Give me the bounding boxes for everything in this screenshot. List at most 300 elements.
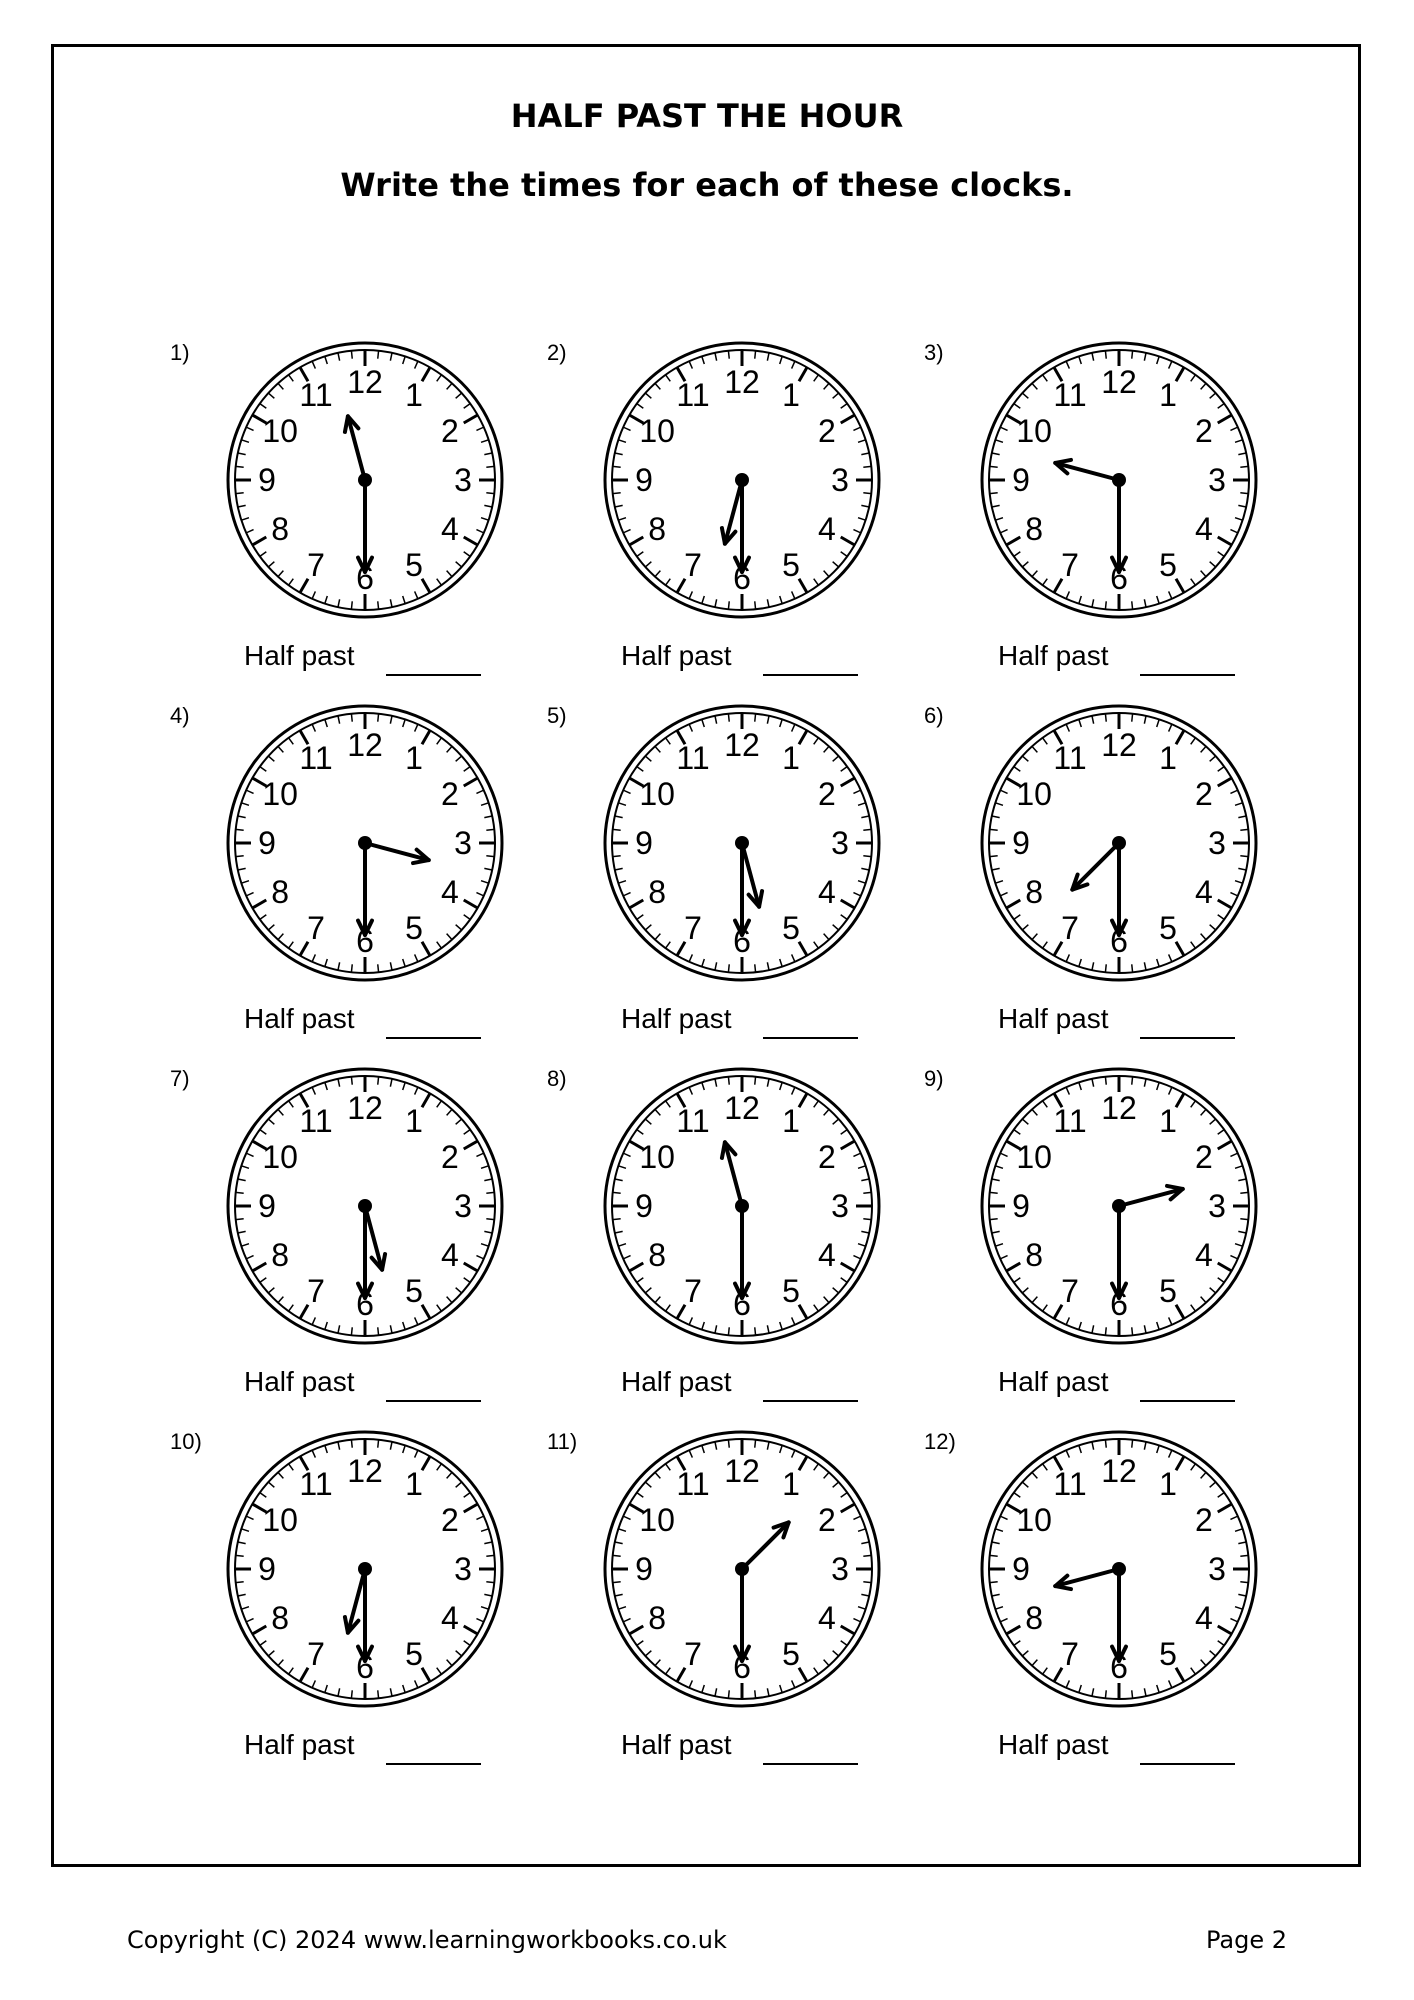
answer-prompt: Half past [998, 1366, 1109, 1397]
minute-tick [486, 829, 494, 830]
answer-blank[interactable] [1140, 1400, 1235, 1402]
minute-tick [863, 493, 871, 494]
minute-tick [486, 466, 494, 467]
minute-tick [755, 1327, 756, 1335]
question-number: 5) [547, 703, 567, 728]
clock-numeral: 11 [676, 377, 710, 414]
minute-tick [1240, 829, 1248, 830]
clock-numeral: 10 [262, 413, 298, 449]
clock-numeral: 10 [639, 1139, 675, 1175]
clock-numeral: 11 [299, 1103, 333, 1140]
clock-numeral: 4 [440, 874, 459, 910]
clock-numeral: 4 [817, 511, 836, 547]
clock-numeral: 4 [440, 1237, 459, 1273]
minute-tick [236, 1192, 244, 1193]
footer-copyright: Copyright (C) 2024 www.learningworkbooks.co.uk [127, 1926, 727, 1954]
clock-numeral: 2 [1194, 776, 1213, 812]
minute-tick [990, 466, 998, 467]
minute-tick [1105, 964, 1106, 972]
clock-numeral: 6 [1110, 1649, 1128, 1685]
minute-tick [728, 714, 729, 722]
minute-tick [613, 829, 621, 830]
answer-blank[interactable] [386, 674, 481, 676]
clock-numeral: 2 [1194, 413, 1213, 449]
clock-numeral: 10 [639, 776, 675, 812]
minute-tick [1105, 1690, 1106, 1698]
minute-tick [863, 466, 871, 467]
minute-tick [1132, 1440, 1133, 1448]
minute-tick [1132, 601, 1133, 609]
analog-clock-face [979, 1066, 1259, 1346]
clock-numeral: 2 [1194, 1502, 1213, 1538]
answer-blank[interactable] [763, 674, 858, 676]
clock-numeral: 12 [1101, 727, 1137, 763]
minute-tick [728, 351, 729, 359]
clock-numeral: 3 [831, 1551, 849, 1587]
minute-tick [351, 714, 352, 722]
question-number: 8) [547, 1066, 567, 1091]
minute-tick [1105, 1440, 1106, 1448]
minute-tick [1240, 856, 1248, 857]
clock-numeral: 1 [1159, 740, 1177, 777]
question-number: 3) [924, 340, 944, 365]
minute-tick [1240, 1555, 1248, 1556]
answer-blank[interactable] [1140, 674, 1235, 676]
clock-center-pin [735, 1562, 749, 1576]
answer-blank[interactable] [386, 1763, 481, 1765]
clock-item [170, 1429, 540, 1789]
clock-center-pin [358, 473, 372, 487]
clock-numeral: 1 [405, 1466, 423, 1503]
clock-numeral: 7 [307, 1635, 325, 1672]
clock-item [170, 1066, 540, 1426]
minute-tick [236, 466, 244, 467]
minute-tick [863, 1219, 871, 1220]
clock-numeral: 5 [1159, 1635, 1177, 1672]
minute-tick [486, 1192, 494, 1193]
clock-numeral: 1 [405, 1103, 423, 1140]
clock-numeral: 12 [347, 1453, 383, 1489]
clock-center-pin [358, 836, 372, 850]
clock-numeral: 3 [454, 462, 472, 498]
minute-tick [863, 1582, 871, 1583]
clock-numeral: 10 [262, 776, 298, 812]
minute-tick [755, 601, 756, 609]
clock-center-pin [358, 1199, 372, 1213]
clock-numeral: 10 [639, 1502, 675, 1538]
minute-tick [1105, 1327, 1106, 1335]
minute-tick [1240, 466, 1248, 467]
clock-item [170, 703, 540, 1063]
clock-numeral: 10 [1016, 413, 1052, 449]
answer-blank[interactable] [763, 1763, 858, 1765]
clock-numeral: 6 [1110, 923, 1128, 959]
clock-numeral: 7 [684, 546, 702, 583]
worksheet-instruction: Write the times for each of these clocks. [340, 166, 1074, 204]
minute-tick [236, 1582, 244, 1583]
answer-prompt: Half past [244, 640, 355, 671]
minute-tick [990, 1219, 998, 1220]
clock-center-pin [1112, 473, 1126, 487]
clock-numeral: 5 [405, 1272, 423, 1309]
clock-numeral: 6 [1110, 560, 1128, 596]
minute-tick [728, 1440, 729, 1448]
clock-numeral: 2 [1194, 1139, 1213, 1175]
minute-tick [378, 1327, 379, 1335]
answer-blank[interactable] [763, 1400, 858, 1402]
minute-tick [990, 493, 998, 494]
clock-numeral: 1 [782, 377, 800, 414]
clock-numeral: 3 [1208, 1188, 1226, 1224]
minute-tick [236, 829, 244, 830]
clock-numeral: 1 [405, 377, 423, 414]
minute-tick [863, 856, 871, 857]
minute-tick [755, 1077, 756, 1085]
clock-numeral: 2 [817, 1502, 836, 1538]
minute-tick [990, 1192, 998, 1193]
clock-numeral: 8 [271, 1600, 290, 1636]
minute-tick [378, 714, 379, 722]
clock-numeral: 7 [1061, 546, 1079, 583]
clock-numeral: 8 [648, 1237, 667, 1273]
minute-tick [990, 829, 998, 830]
answer-blank[interactable] [1140, 1763, 1235, 1765]
clock-numeral: 9 [635, 825, 653, 861]
clock-numeral: 2 [817, 413, 836, 449]
minute-tick [755, 1440, 756, 1448]
clock-numeral: 12 [347, 1090, 383, 1126]
clock-numeral: 12 [724, 1453, 760, 1489]
clock-numeral: 3 [831, 825, 849, 861]
question-number: 4) [170, 703, 190, 728]
clock-numeral: 10 [1016, 776, 1052, 812]
clock-numeral: 11 [1053, 740, 1087, 777]
clock-numeral: 9 [635, 1551, 653, 1587]
clock-numeral: 8 [1025, 874, 1044, 910]
clock-numeral: 4 [440, 511, 459, 547]
clock-numeral: 7 [1061, 1272, 1079, 1309]
clock-numeral: 1 [405, 740, 423, 777]
analog-clock-face [979, 340, 1259, 620]
clock-numeral: 3 [1208, 825, 1226, 861]
clock-item [547, 340, 917, 700]
clock-numeral: 2 [440, 776, 459, 812]
clock-numeral: 10 [1016, 1502, 1052, 1538]
minute-tick [1132, 714, 1133, 722]
analog-clock-face [602, 1066, 882, 1346]
clock-numeral: 8 [271, 1237, 290, 1273]
analog-clock-face [225, 340, 505, 620]
clock-numeral: 1 [1159, 1466, 1177, 1503]
clock-numeral: 8 [648, 511, 667, 547]
minute-tick [378, 1690, 379, 1698]
clock-numeral: 12 [1101, 1090, 1137, 1126]
analog-clock-face [602, 1429, 882, 1709]
clock-numeral: 12 [724, 1090, 760, 1126]
minute-tick [1132, 1327, 1133, 1335]
answer-prompt: Half past [621, 1366, 732, 1397]
clock-center-pin [358, 1562, 372, 1576]
minute-tick [486, 1555, 494, 1556]
clock-numeral: 11 [299, 1466, 333, 1503]
clock-numeral: 6 [356, 1286, 374, 1322]
clock-numeral: 11 [676, 740, 710, 777]
minute-tick [351, 1690, 352, 1698]
clock-numeral: 7 [1061, 909, 1079, 946]
question-number: 12) [924, 1429, 956, 1454]
clock-numeral: 4 [1194, 1237, 1213, 1273]
minute-tick [755, 964, 756, 972]
clock-center-pin [1112, 1562, 1126, 1576]
minute-tick [1240, 1192, 1248, 1193]
clock-numeral: 2 [817, 1139, 836, 1175]
clock-numeral: 8 [648, 874, 667, 910]
clock-item [170, 340, 540, 700]
minute-tick [486, 1219, 494, 1220]
clock-numeral: 5 [782, 909, 800, 946]
clock-numeral: 4 [1194, 511, 1213, 547]
minute-tick [613, 493, 621, 494]
clock-numeral: 9 [258, 462, 276, 498]
minute-tick [613, 856, 621, 857]
answer-prompt: Half past [621, 1729, 732, 1760]
minute-tick [728, 1690, 729, 1698]
clock-numeral: 3 [831, 1188, 849, 1224]
clock-numeral: 9 [635, 462, 653, 498]
clock-numeral: 6 [733, 1286, 751, 1322]
minute-tick [613, 466, 621, 467]
minute-tick [236, 1555, 244, 1556]
question-number: 1) [170, 340, 190, 365]
answer-blank[interactable] [1140, 1037, 1235, 1039]
clock-numeral: 2 [440, 1502, 459, 1538]
clock-numeral: 9 [1012, 462, 1030, 498]
footer-page-number: Page 2 [1206, 1926, 1287, 1954]
question-number: 7) [170, 1066, 190, 1091]
minute-tick [613, 1555, 621, 1556]
minute-tick [613, 1219, 621, 1220]
clock-numeral: 5 [1159, 1272, 1177, 1309]
minute-tick [236, 493, 244, 494]
answer-prompt: Half past [998, 1003, 1109, 1034]
clock-numeral: 4 [817, 874, 836, 910]
clock-item [924, 340, 1294, 700]
clock-numeral: 8 [648, 1600, 667, 1636]
clock-numeral: 4 [1194, 1600, 1213, 1636]
clock-center-pin [735, 473, 749, 487]
minute-tick [486, 1582, 494, 1583]
minute-tick [1132, 1077, 1133, 1085]
clock-numeral: 12 [724, 364, 760, 400]
minute-tick [863, 1192, 871, 1193]
answer-prompt: Half past [998, 640, 1109, 671]
minute-tick [728, 1327, 729, 1335]
clock-numeral: 5 [405, 1635, 423, 1672]
minute-tick [755, 351, 756, 359]
minute-tick [351, 1077, 352, 1085]
clock-numeral: 6 [733, 560, 751, 596]
clock-numeral: 7 [684, 1272, 702, 1309]
clock-item [924, 1066, 1294, 1426]
clock-numeral: 1 [782, 740, 800, 777]
clock-numeral: 9 [258, 1188, 276, 1224]
clock-numeral: 6 [733, 923, 751, 959]
minute-tick [1105, 1077, 1106, 1085]
answer-prompt: Half past [244, 1729, 355, 1760]
clock-numeral: 6 [1110, 1286, 1128, 1322]
minute-tick [378, 964, 379, 972]
analog-clock-face [225, 1429, 505, 1709]
clock-center-pin [1112, 1199, 1126, 1213]
clock-numeral: 7 [307, 546, 325, 583]
minute-tick [1132, 1690, 1133, 1698]
clock-numeral: 9 [1012, 825, 1030, 861]
minute-tick [486, 493, 494, 494]
clock-numeral: 6 [733, 1649, 751, 1685]
minute-tick [1240, 493, 1248, 494]
minute-tick [1240, 1582, 1248, 1583]
clock-numeral: 12 [724, 727, 760, 763]
minute-tick [863, 1555, 871, 1556]
minute-tick [486, 856, 494, 857]
analog-clock-face [979, 1429, 1259, 1709]
clock-numeral: 5 [405, 546, 423, 583]
clock-numeral: 8 [271, 874, 290, 910]
clock-numeral: 10 [262, 1139, 298, 1175]
answer-prompt: Half past [244, 1366, 355, 1397]
clock-numeral: 2 [440, 413, 459, 449]
question-number: 2) [547, 340, 567, 365]
clock-numeral: 9 [258, 825, 276, 861]
question-number: 6) [924, 703, 944, 728]
clock-numeral: 7 [684, 909, 702, 946]
clock-numeral: 9 [258, 1551, 276, 1587]
clock-numeral: 3 [454, 825, 472, 861]
clock-numeral: 6 [356, 560, 374, 596]
clock-item [924, 703, 1294, 1063]
clock-numeral: 7 [684, 1635, 702, 1672]
clock-numeral: 9 [1012, 1188, 1030, 1224]
answer-prompt: Half past [998, 1729, 1109, 1760]
clock-item [547, 703, 917, 1063]
clock-numeral: 3 [1208, 1551, 1226, 1587]
clock-numeral: 5 [782, 1272, 800, 1309]
minute-tick [1240, 1219, 1248, 1220]
clock-numeral: 3 [454, 1551, 472, 1587]
minute-tick [351, 351, 352, 359]
clock-item [547, 1066, 917, 1426]
minute-tick [990, 856, 998, 857]
minute-tick [351, 1440, 352, 1448]
clock-numeral: 9 [1012, 1551, 1030, 1587]
minute-tick [728, 1077, 729, 1085]
clock-numeral: 12 [1101, 364, 1137, 400]
worksheet-title: HALF PAST THE HOUR [510, 97, 904, 135]
clock-numeral: 1 [782, 1103, 800, 1140]
clock-numeral: 8 [1025, 1237, 1044, 1273]
clock-numeral: 5 [1159, 546, 1177, 583]
clock-numeral: 8 [271, 511, 290, 547]
clock-numeral: 1 [782, 1466, 800, 1503]
clock-numeral: 1 [1159, 1103, 1177, 1140]
clock-numeral: 11 [1053, 377, 1087, 414]
clock-item [547, 1429, 917, 1789]
minute-tick [1105, 601, 1106, 609]
clock-numeral: 5 [405, 909, 423, 946]
clock-center-pin [735, 1199, 749, 1213]
clock-numeral: 2 [440, 1139, 459, 1175]
clock-numeral: 10 [1016, 1139, 1052, 1175]
clock-numeral: 12 [1101, 1453, 1137, 1489]
minute-tick [755, 1690, 756, 1698]
clock-numeral: 1 [1159, 377, 1177, 414]
minute-tick [613, 1192, 621, 1193]
analog-clock-face [602, 340, 882, 620]
clock-numeral: 7 [307, 909, 325, 946]
clock-numeral: 11 [1053, 1466, 1087, 1503]
clock-item [924, 1429, 1294, 1789]
clock-numeral: 8 [1025, 1600, 1044, 1636]
minute-tick [755, 714, 756, 722]
minute-tick [351, 601, 352, 609]
clock-numeral: 12 [347, 364, 383, 400]
clock-numeral: 11 [299, 740, 333, 777]
clock-numeral: 7 [307, 1272, 325, 1309]
clock-numeral: 6 [356, 923, 374, 959]
clock-numeral: 10 [262, 1502, 298, 1538]
clock-numeral: 11 [299, 377, 333, 414]
minute-tick [236, 1219, 244, 1220]
clock-numeral: 11 [1053, 1103, 1087, 1140]
minute-tick [378, 1077, 379, 1085]
answer-prompt: Half past [621, 640, 732, 671]
clock-numeral: 5 [782, 546, 800, 583]
clock-numeral: 4 [1194, 874, 1213, 910]
clock-center-pin [1112, 836, 1126, 850]
clock-numeral: 9 [635, 1188, 653, 1224]
minute-tick [863, 829, 871, 830]
answer-prompt: Half past [244, 1003, 355, 1034]
minute-tick [378, 601, 379, 609]
minute-tick [378, 1440, 379, 1448]
clock-numeral: 4 [817, 1600, 836, 1636]
answer-blank[interactable] [386, 1037, 481, 1039]
clock-numeral: 4 [440, 1600, 459, 1636]
question-number: 11) [547, 1429, 578, 1454]
clock-numeral: 11 [676, 1103, 710, 1140]
analog-clock-face [602, 703, 882, 983]
question-number: 10) [170, 1429, 202, 1454]
answer-prompt: Half past [621, 1003, 732, 1034]
clock-numeral: 11 [676, 1466, 710, 1503]
clock-numeral: 3 [1208, 462, 1226, 498]
analog-clock-face [979, 703, 1259, 983]
question-number: 9) [924, 1066, 944, 1091]
minute-tick [351, 964, 352, 972]
clock-numeral: 5 [782, 1635, 800, 1672]
minute-tick [613, 1582, 621, 1583]
answer-blank[interactable] [763, 1037, 858, 1039]
clock-numeral: 3 [831, 462, 849, 498]
clock-numeral: 5 [1159, 909, 1177, 946]
minute-tick [1105, 714, 1106, 722]
minute-tick [378, 351, 379, 359]
clock-numeral: 12 [347, 727, 383, 763]
minute-tick [1132, 964, 1133, 972]
clock-numeral: 8 [1025, 511, 1044, 547]
minute-tick [728, 601, 729, 609]
answer-blank[interactable] [386, 1400, 481, 1402]
